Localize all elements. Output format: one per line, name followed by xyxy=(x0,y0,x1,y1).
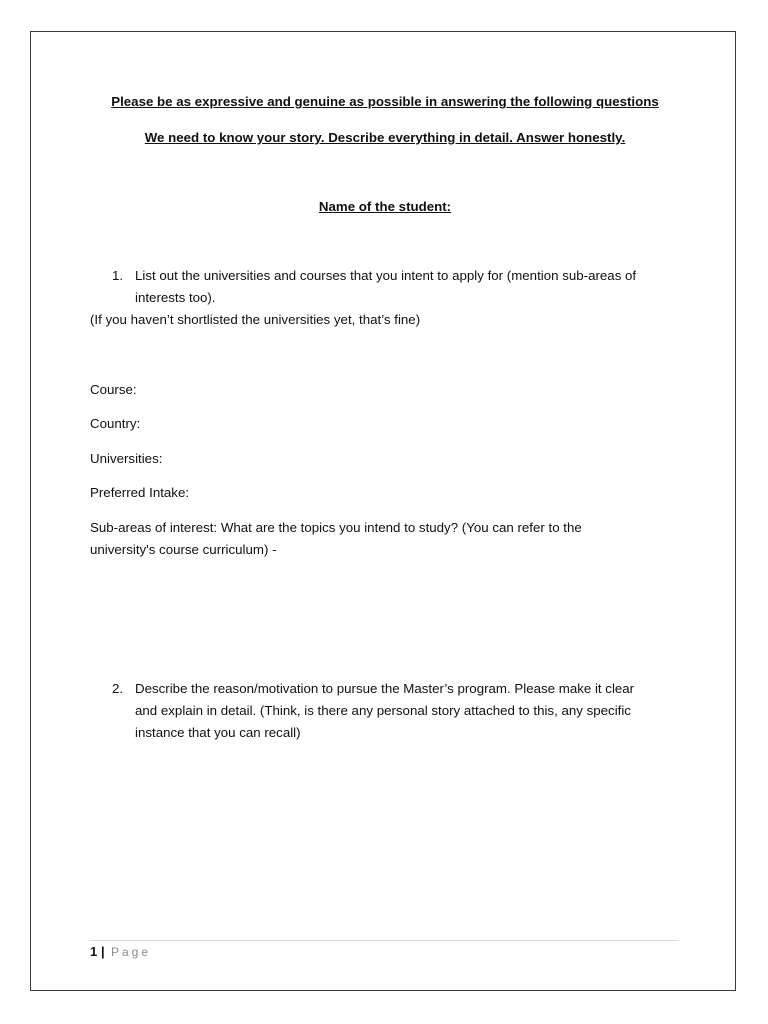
question-1-line-2: interests too). xyxy=(135,290,216,305)
page-border xyxy=(30,31,736,991)
footer-separator: | xyxy=(101,944,105,959)
footer-page-number: 1 xyxy=(90,944,98,959)
student-name-label: Name of the student: xyxy=(318,199,452,214)
course-field-label: Course: xyxy=(90,382,137,397)
question-1-note: (If you haven’t shortlisted the universities yet, that’s fine) xyxy=(90,312,421,327)
question-1-line-1: List out the universities and courses that you intent to apply for (mention sub-areas of xyxy=(135,268,637,283)
footer-page-word: Page xyxy=(111,945,152,959)
question-2-number: 2. xyxy=(112,681,124,696)
question-2-line-3: instance that you can recall) xyxy=(135,725,301,740)
question-2-line-1: Describe the reason/motivation to pursue the Master’s program. Please make it clear xyxy=(135,681,635,696)
subareas-question: What are the topics you intend to study? (You can refer to the xyxy=(217,520,582,535)
question-2-line-2: and explain in detail. (Think, is there any personal story attached to this, any specific xyxy=(135,703,631,718)
story-heading: We need to know your story. Describe everything in detail. Answer honestly. xyxy=(144,130,626,145)
subareas-line-2: university's course curriculum) - xyxy=(90,542,277,557)
universities-field-label: Universities: xyxy=(90,451,163,466)
footer-divider xyxy=(90,940,678,941)
subareas-line-1 xyxy=(90,517,582,539)
question-1-number: 1. xyxy=(112,268,124,283)
instruction-heading: Please be as expressive and genuine as possible in answering the following questions xyxy=(111,94,659,109)
intake-field-label: Preferred Intake: xyxy=(90,485,190,500)
country-field-label: Country: xyxy=(90,416,141,431)
subareas-label: Sub-areas of interest: xyxy=(90,520,218,535)
